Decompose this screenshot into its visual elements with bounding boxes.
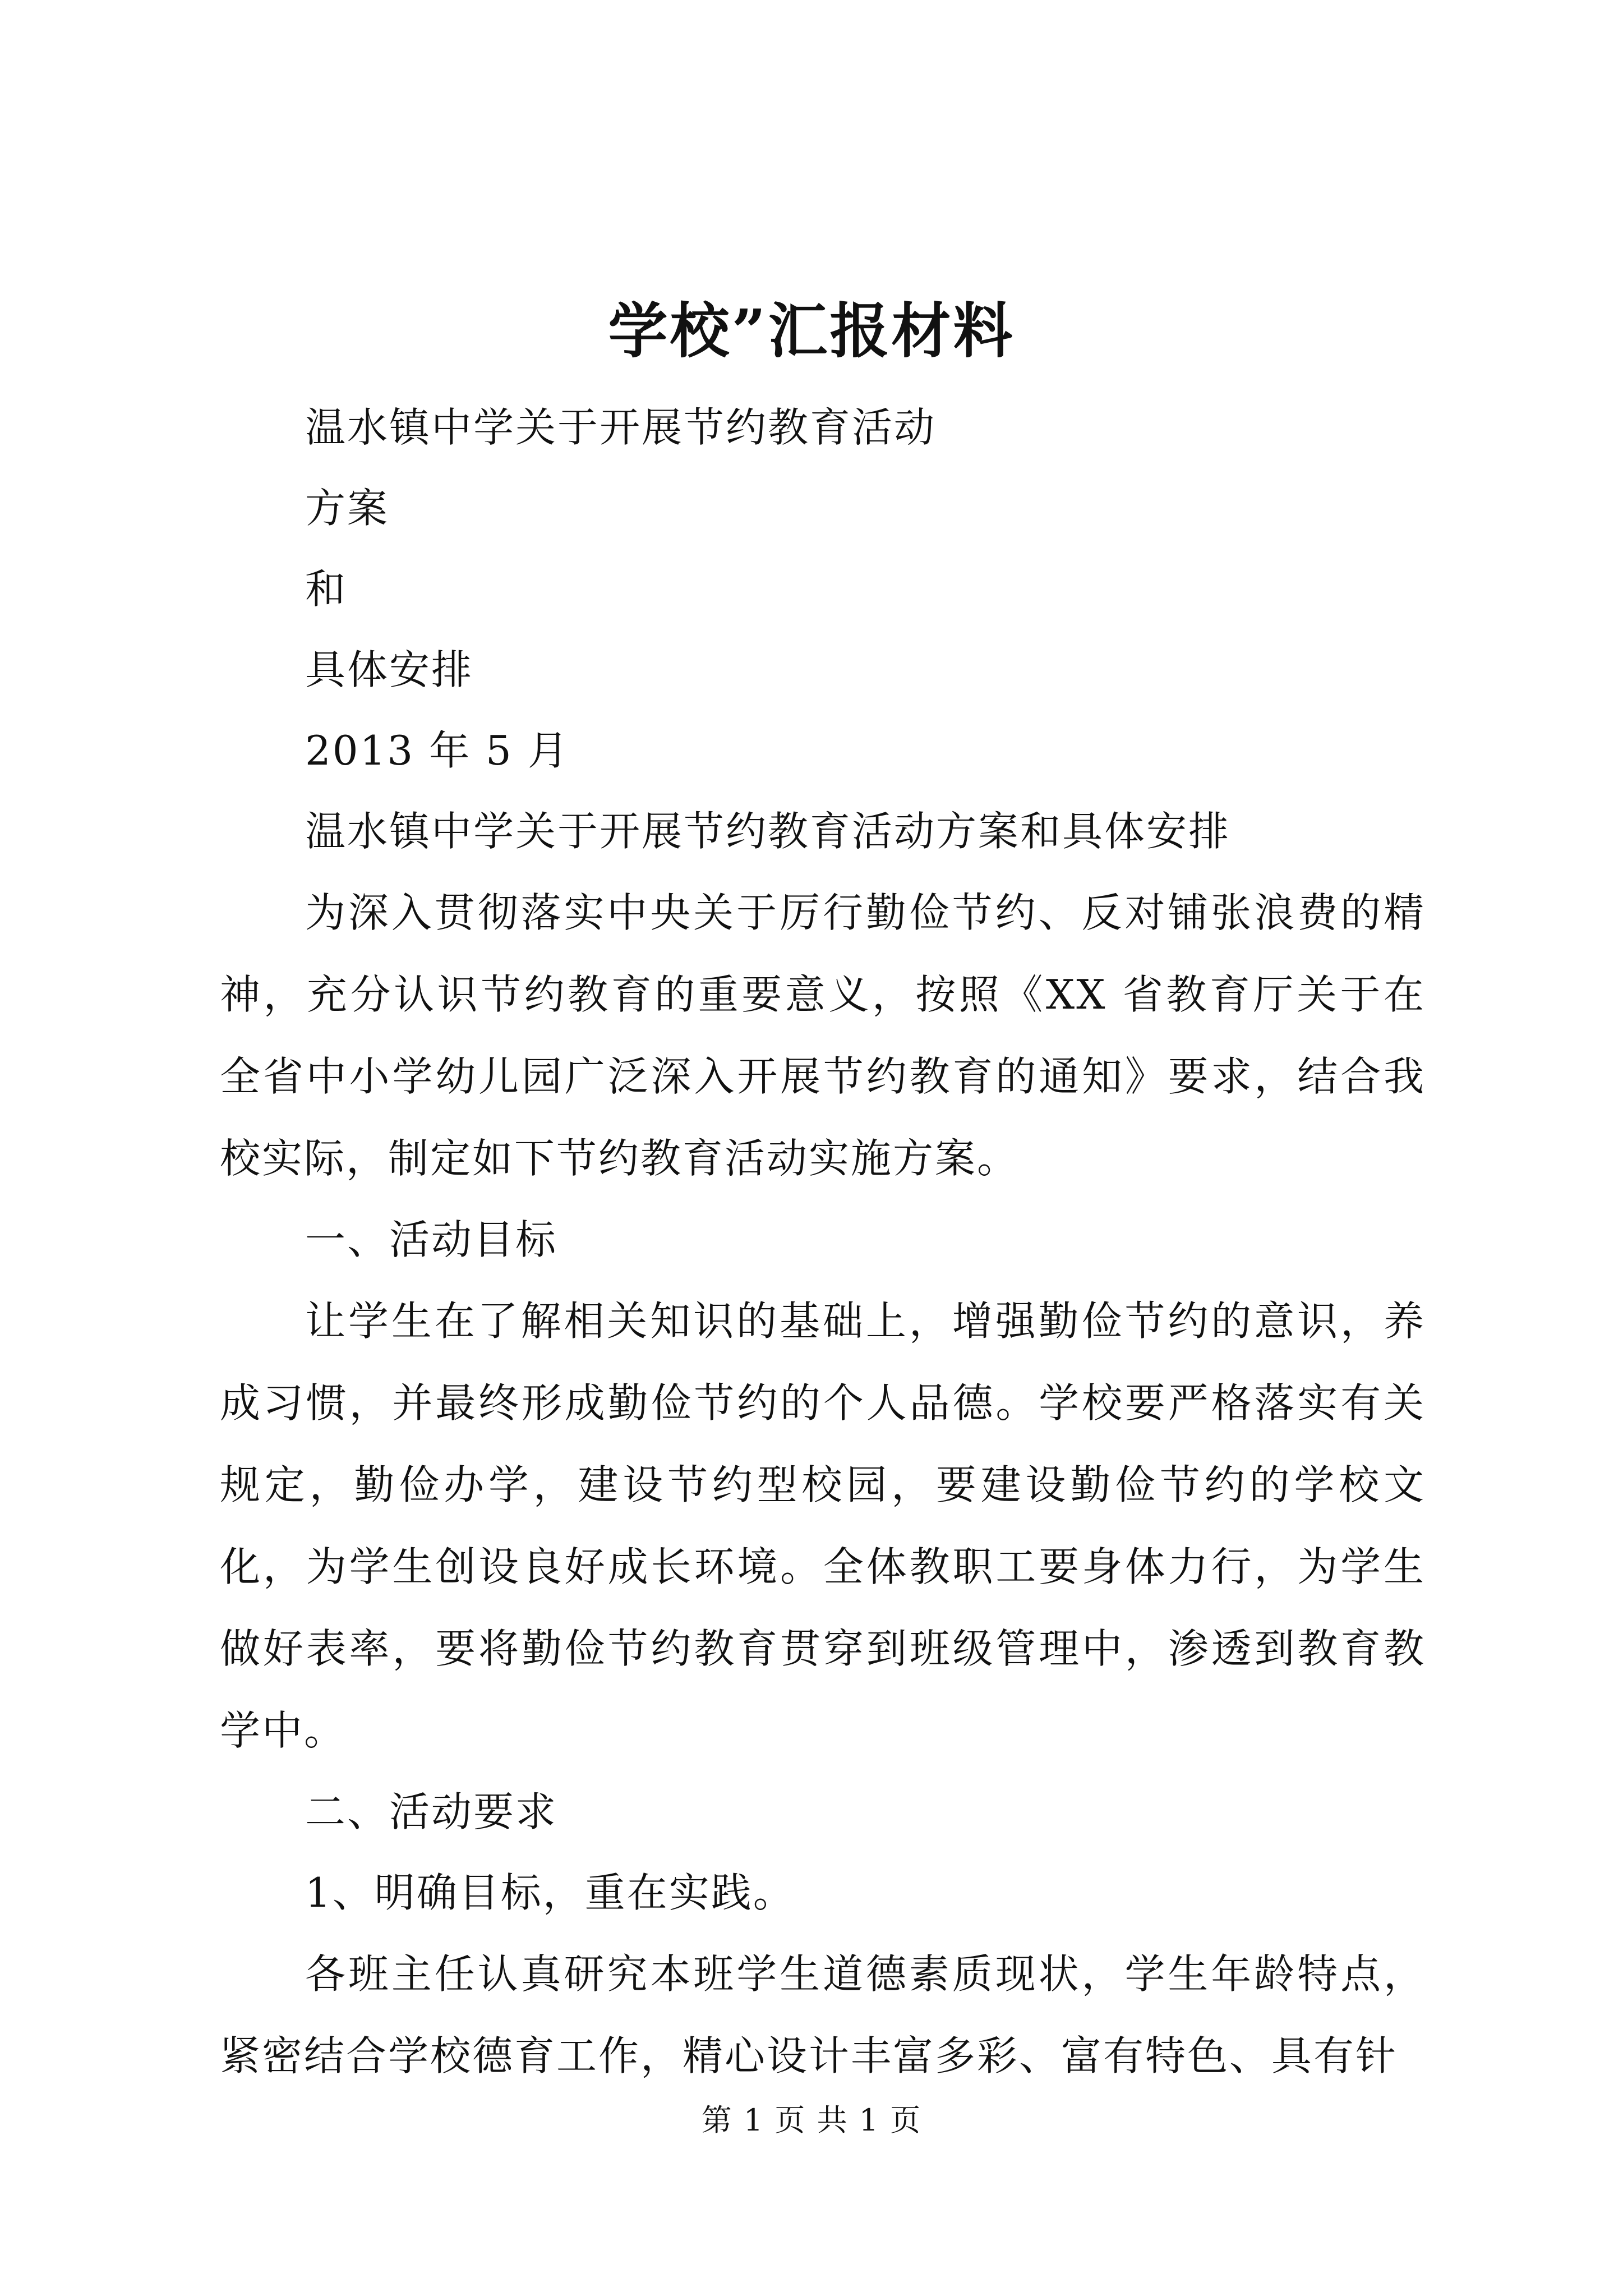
section-heading-goals: 一、活动目标 <box>305 1216 558 1263</box>
item-1-paragraph: 各班主任认真研究本班学生道德素质现状，学生年龄特点，紧密结合学校德育工作，精心设计丰富多彩、富有特色、具有针 <box>220 1950 1426 2079</box>
header-line-date: 2013 年 5 月 <box>305 727 570 774</box>
header-line-plan: 方案 <box>305 485 390 532</box>
document-body <box>220 387 1426 2097</box>
header-line-and: 和 <box>305 565 348 613</box>
item-heading-1: 1、明确目标，重在实践。 <box>305 1869 795 1916</box>
document-title: 学校”汇报材料 <box>608 296 1015 366</box>
section-heading-requirements: 二、活动要求 <box>305 1788 558 1835</box>
goals-paragraph: 让学生在了解相关知识的基础上，增强勤俭节约的意识，养成习惯，并最终形成勤俭节约的个人品德。学校要严格落实有关规定，勤俭办学，建设节约型校园，要建设勤俭节约的学校文化，为学生创设良好成长环境。全体教职工要身体力行，为学生做好表率，要将勤俭节约教育贯穿到班级管理中，渗透到教育教学中。 <box>220 1297 1426 1754</box>
header-line-school: 温水镇中学关于开展节约教育活动 <box>305 404 937 451</box>
header-line-full-title: 温水镇中学关于开展节约教育活动方案和具体安排 <box>305 808 1231 855</box>
page-footer: 第 1 页 共 1 页 <box>701 2102 922 2138</box>
header-line-arrangement: 具体安排 <box>305 646 474 693</box>
intro-paragraph: 为深入贯彻落实中央关于厉行勤俭节约、反对铺张浪费的精神，充分认识节约教育的重要意义，按照《XX 省教育厅关于在全省中小学幼儿园广泛深入开展节约教育的通知》要求，结合我校实际，制定如下节约教育活动实施方案。 <box>220 889 1426 1182</box>
